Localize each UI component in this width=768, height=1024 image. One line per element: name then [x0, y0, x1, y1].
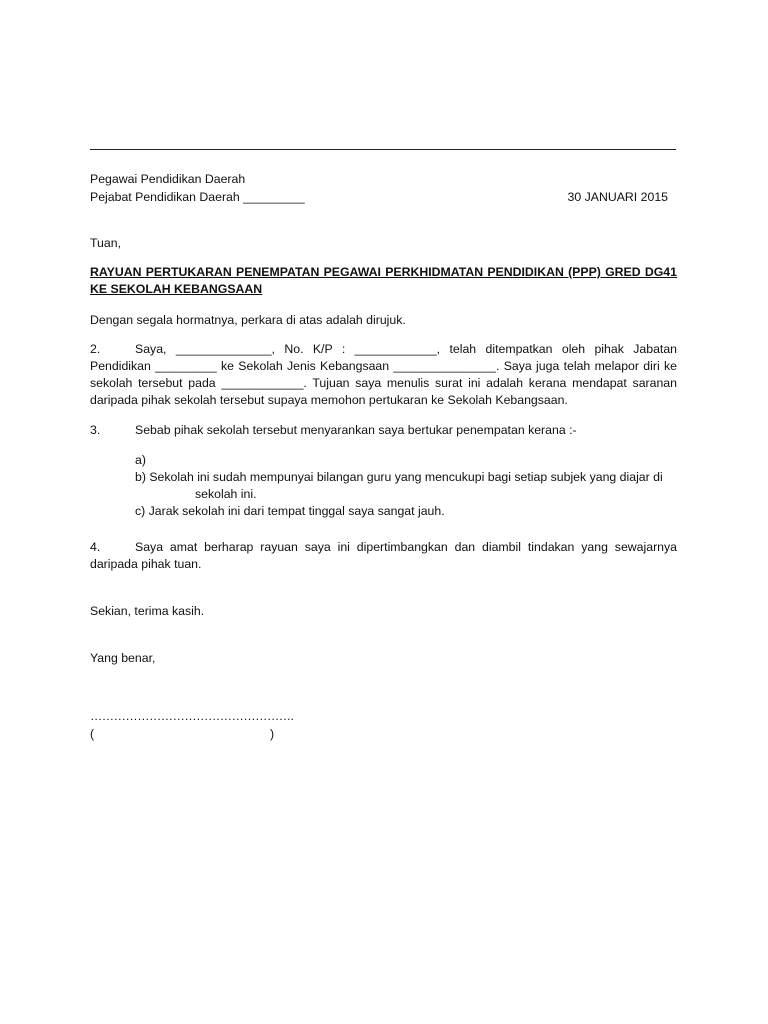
opening-sentence: Dengan segala hormatnya, perkara di atas adalah dirujuk. [90, 313, 406, 327]
paragraph-3-number: 3. [90, 423, 101, 437]
reason-item-c: c) Jarak sekolah ini dari tempat tinggal saya sangat jauh. [135, 504, 445, 518]
salutation: Tuan, [90, 236, 121, 250]
recipient-line-2: Pejabat Pendidikan Daerah _________ [90, 190, 305, 204]
reason-list [135, 452, 680, 520]
name-bracket-close: ) [270, 727, 275, 741]
paragraph-4 [90, 539, 677, 573]
reason-item-b: b) Sekolah ini sudah mempunyai bilangan guru yang mencukupi bagi setiap subjek yang diajar di [135, 470, 663, 484]
letter-date: 30 JANUARI 2015 [567, 190, 668, 204]
paragraph-3-text: Sebab pihak sekolah tersebut menyarankan saya bertukar penempatan kerana :- [135, 423, 577, 437]
paragraph-2 [90, 341, 677, 409]
header-rule [90, 149, 676, 150]
closing-line: Sekian, terima kasih. [90, 604, 205, 618]
paragraph-2-number: 2. [90, 342, 101, 356]
recipient-line-1: Pegawai Pendidikan Daerah [90, 172, 246, 186]
subject-heading: RAYUAN PERTUKARAN PENEMPATAN PEGAWAI PERKHIDMATAN PENDIDIKAN (PPP) GRED DG41 KE SEKOLAH KEBANGSAAN [90, 265, 677, 296]
paragraph-4-number: 4. [90, 540, 101, 554]
paragraph-4-text: Saya amat berharap rayuan saya ini dipertimbangkan dan diambil tindakan yang sewajarnya daripada pihak tuan. [90, 540, 677, 571]
reason-item-a: a) [135, 453, 146, 467]
reason-item-b-continuation: sekolah ini. [195, 487, 257, 501]
signoff-line: Yang benar, [90, 651, 156, 665]
name-bracket-open: ( [90, 727, 95, 741]
signature-dotted-line: ……………………………………………. [90, 709, 294, 723]
paragraph-2-text: Saya, ______________, No. K/P : ____________, telah ditempatkan oleh pihak Jabatan Pendidikan _________ ke Sekolah Jenis Kebangsaan _______________. Saya juga telah melapor diri ke sekolah tersebut pada ____________. Tujuan saya menulis surat ini adalah kerana mendapat saranan daripada pihak sekolah tersebut supaya memohon pertukaran ke Sekolah Kebangsaan. [90, 342, 677, 407]
